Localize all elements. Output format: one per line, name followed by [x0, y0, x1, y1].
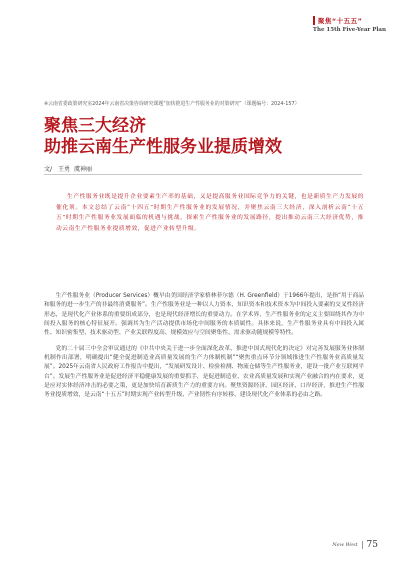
body-paragraph-2: 党的二十届三中全会审议通过的《中共中央关于进一步全面深化改革、推进中国式现代化的决定》对完善发展服务业体制机制作出部署，明确提出“健全促进制造业高质量发展的生产力体制机制”“聚焦重点环节分领域推进生产性服务业高质量发展”。2025年云南省人民政府工作报告中提出，“发展研发设计、检验检测、物流仓储等生产性服务业，建设一批产业互联网平台”。发展生产性服务业是促进经济平稳健康发展的重要抓手，是促进制造业、农业高质量发展和实现产业融合的内在要求，更是应对实体经济冲击的必要之策，更是加快培育新质生产力的重要方向。聚焦资源经济、园区经济、口岸经济，推进生产性服务业提质增效，是云南“十五五”时期实现产业转型升级、产业韧性有序转移、建设现代化产业体系的必由之路。 [44, 345, 364, 398]
section-header [313, 16, 386, 33]
footer-divider [362, 541, 363, 549]
author-name-2: 虞神丽 [74, 166, 93, 173]
article-body [44, 292, 364, 407]
abstract: 生产性服务业既是提升企业要素生产率的基础，又是提高服务业国际竞争力的关键，也是新质生产力发展的催化剂。本文总结了云南“十四五”时期生产性服务业的发展情况，并聚焦云南三大经济，深入剖析云南“十五五”时期生产性服务业发展面临的机遇与挑战，探索生产性服务业的发展路径，提出推动云南三大经济优势，推动云南生产性服务业提质增效，促进产业转型升级。 [56, 194, 364, 232]
page-number: 75 [366, 540, 378, 550]
author-line [44, 164, 92, 173]
section-marker-bar [313, 16, 315, 25]
funding-note: ※云南省委政策研究室2024年云南省决策咨询研究课题“加快推进生产性服务业的对策研究”（课题编号：2024-157） [44, 101, 300, 107]
article-title-line-2: 助推云南生产性服务业提质增效 [44, 137, 282, 157]
body-paragraph-1: 生产性服务业（Producer Services）概早由美国经济学家格林菲尔德（H. Greenfield）于1966年提出，是指“用于商品和服务的进一步生产的非最终消费服务”。生产性服务业是一种以人力资本、知识资本和技术资本为中间投入要素的交叉性经济形态，是现代化产业体系的重要组成部分，也是现代经济增长的重要动力。在学术界，生产性服务业的定义主要围绕其作为中间投入服务的核心特征展开。强调其为生产活动提供市场化中间服务的本质属性。具体来说，生产性服务业具有中间投入属性、知识密集型、技术驱动型、产业关联程度高、规模效应与空间聚集性、需求驱动随规模等特性。 [44, 293, 364, 336]
section-title-cn: 聚焦“十五五” [317, 17, 363, 25]
author-divider [44, 174, 362, 175]
article-title [44, 116, 282, 158]
section-title-en: The 15th Five-Year Plan [312, 27, 386, 33]
article-title-line-1: 聚焦三大经济 [44, 116, 146, 136]
page-footer [332, 540, 378, 550]
author-name-1: 王勇 [58, 166, 71, 173]
author-label: 文/ [44, 166, 53, 173]
section-header-row [313, 16, 386, 25]
footer-brand: New West [332, 542, 358, 548]
